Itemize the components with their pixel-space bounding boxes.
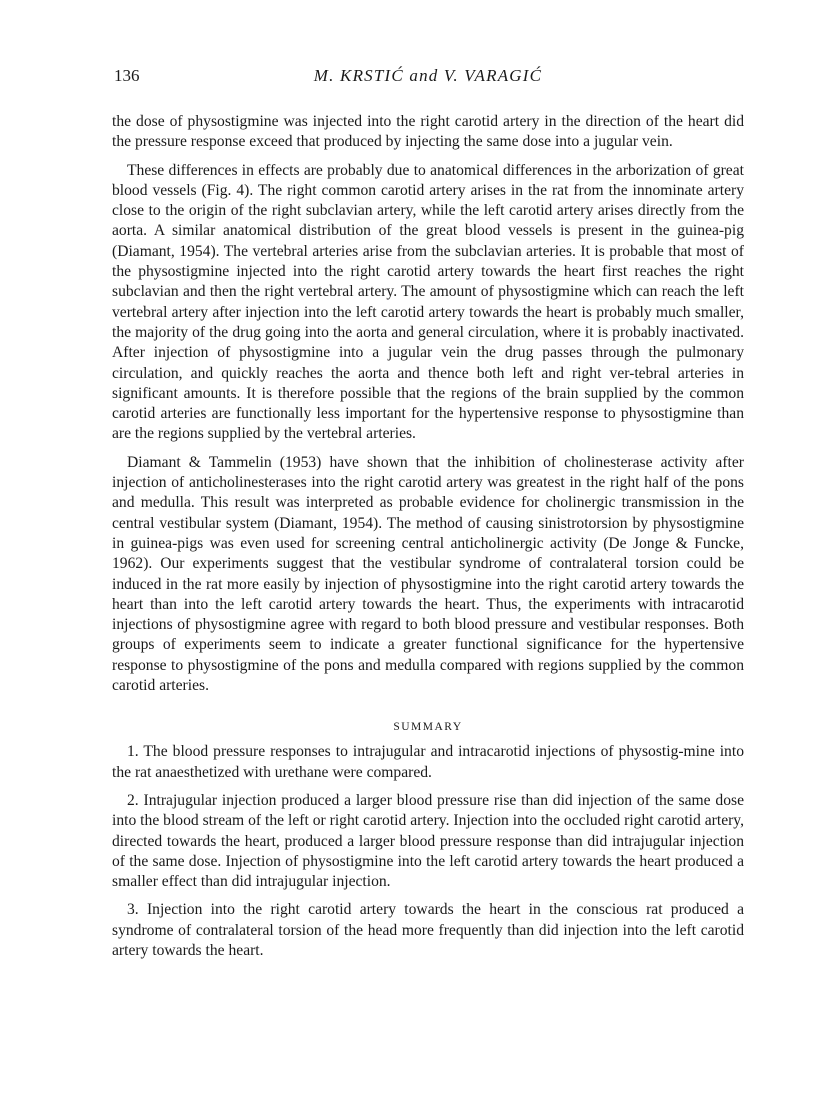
body-text	[112, 112, 744, 696]
paragraph-anatomy: These differences in effects are probably due to anatomical differences in the arborization of great blood vessels (Fig. 4). The right common carotid artery arises in the rat from the innominate artery close to the origin of the right subclavian artery, while the left carotid artery arises directly from the aorta. A similar anatomical distribution of the great blood vessels is present in the guinea-pig (Diamant, 1954). The vertebral arteries arise from the subclavian arteries. It is probable that most of the physostigmine injected into the right carotid artery towards the heart first reaches the right subclavian and then the right vertebral artery. The amount of physostigmine which can reach the left vertebral artery after injection into the left carotid artery towards the heart is probably much smaller, the majority of the drug going into the aorta and general circulation, where it is probably inactivated. After injection of physostigmine into a jugular vein the drug passes through the pulmonary circulation, and quickly reaches the aorta and thence both left and right ver-tebral arteries in significant amounts. It is therefore possible that the regions of the brain supplied by the common carotid arteries are functionally less important for the hypertensive response to physostigmine than are the regions supplied by the vertebral arteries.	[112, 161, 744, 443]
summary-heading: SUMMARY	[393, 721, 463, 734]
running-head: M. KRSTIĆ and V. VARAGIĆ	[313, 66, 543, 85]
page	[112, 62, 744, 969]
summary-list	[112, 742, 744, 961]
summary-item-1: 1. The blood pressure responses to intrajugular and intracarotid injections of physostig-mine into the rat anaesthetized with urethane were compared.	[112, 743, 744, 781]
summary-item-2: 2. Intrajugular injection produced a larger blood pressure rise than did injection of the same dose into the blood stream of the left or right carotid artery. Injection into the occluded right carotid artery, directed towards the heart, produced a larger blood pressure response than did intrajugular injection of the same dose. Injection of physostigmine into the left carotid artery towards the heart produced a smaller effect than did intrajugular injection.	[112, 791, 744, 891]
page-header	[112, 62, 744, 90]
page-number: 136	[114, 66, 140, 85]
paragraph-continuation: the dose of physostigmine was injected into the right carotid artery in the direction of the heart did the pressure response exceed that produced by injecting the same dose into a jugular vein.	[112, 113, 744, 151]
summary-item-3: 3. Injection into the right carotid artery towards the heart in the conscious rat produced a syndrome of contralateral torsion of the head more frequently than did injection into the left carotid artery towards the heart.	[112, 901, 744, 959]
paragraph-vestibular: Diamant & Tammelin (1953) have shown that the inhibition of cholinesterase activity after injection of anticholinesterases into the right carotid artery was greatest in the right half of the pons and medulla. This result was interpreted as probable evidence for cholinergic transmission in the central vestibular system (Diamant, 1954). The method of causing sinistrotorsion by physostigmine in guinea-pigs was even used for screening central anticholinergic activity (De Jonge & Funcke, 1962). Our experiments suggest that the vestibular syndrome of contralateral torsion could be induced in the rat more easily by injection of physostigmine into the right carotid artery towards the heart than into the left carotid artery towards the heart. Thus, the experiments with intracarotid injections of physostigmine agree with regard to both blood pressure and vestibular responses. Both groups of experiments seem to indicate a greater functional significance for the hypertensive response to physostigmine of the pons and medulla compared with regions supplied by the common carotid arteries.	[112, 453, 744, 695]
